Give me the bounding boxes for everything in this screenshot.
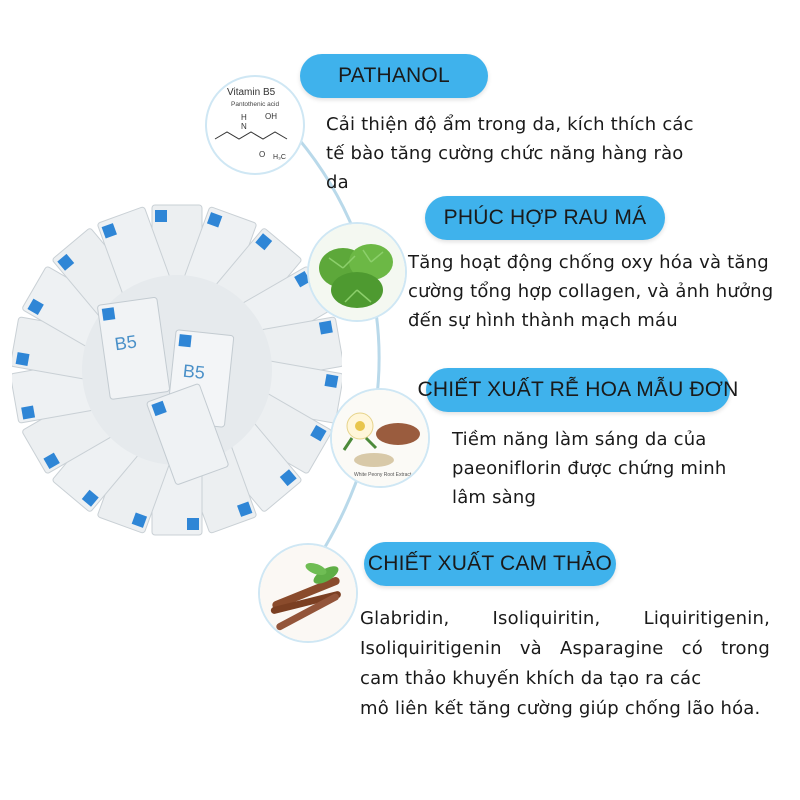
desc-line: Tăng hoạt động chống oxy hóa và tăng [408, 252, 769, 273]
desc-line: cam thảo khuyến khích da tạo ra các [360, 668, 702, 689]
desc-line: paeoniflorin được chứng minh [452, 458, 727, 479]
section-title-centella: PHÚC HỢP RAU MÁ [425, 196, 665, 240]
structure-oh: OH [265, 112, 277, 121]
sachet-pile-image [12, 200, 342, 540]
sachet-b5-label: B5 [113, 331, 139, 355]
structure-title: Vitamin B5 [227, 87, 276, 98]
desc-line: Cải thiện độ ẩm trong da, kích thích các [326, 114, 694, 135]
centella-leaf-icon [307, 222, 407, 322]
section-desc-peony [452, 425, 734, 512]
desc-line: cường tổng hợp collagen, và ảnh hưởng [408, 281, 774, 302]
desc-line: lâm sàng [452, 487, 537, 508]
peony-root-icon [330, 388, 430, 488]
structure-o: O [259, 150, 266, 159]
desc-line: Isoliquiritigenin và Asparagine có trong [360, 638, 770, 659]
vitamin-b5-structure-icon [205, 75, 305, 175]
desc-line: tế bào tăng cường chức năng hàng rào [326, 143, 684, 164]
structure-subtitle: Pantothenic acid [231, 101, 280, 108]
structure-h: H [241, 113, 247, 122]
structure-n: N [241, 122, 247, 131]
desc-line: mô liên kết tăng cường giúp chống lão hóa. [360, 698, 761, 719]
desc-line: Tiềm năng làm sáng da của [452, 429, 707, 450]
desc-line: Glabridin, Isoliquiritin, Liquiritigenin, [360, 608, 770, 629]
desc-line: da [326, 172, 349, 193]
section-title-pathanol: PATHANOL [300, 54, 488, 98]
licorice-root-icon [258, 543, 358, 643]
structure-h3c: H₃C [273, 154, 286, 161]
section-title-licorice: CHIẾT XUẤT CAM THẢO [364, 542, 616, 586]
section-desc-centella [408, 248, 792, 335]
sachet-b5-label-2: B5 [181, 360, 206, 383]
section-title-peony: CHIẾT XUẤT RỄ HOA MẪU ĐƠN [426, 368, 730, 412]
section-desc-pathanol [326, 110, 710, 197]
section-desc-licorice [360, 604, 770, 724]
desc-line: đến sự hình thành mạch máu [408, 310, 678, 331]
peony-caption: White Peony Root Extract [354, 472, 412, 478]
